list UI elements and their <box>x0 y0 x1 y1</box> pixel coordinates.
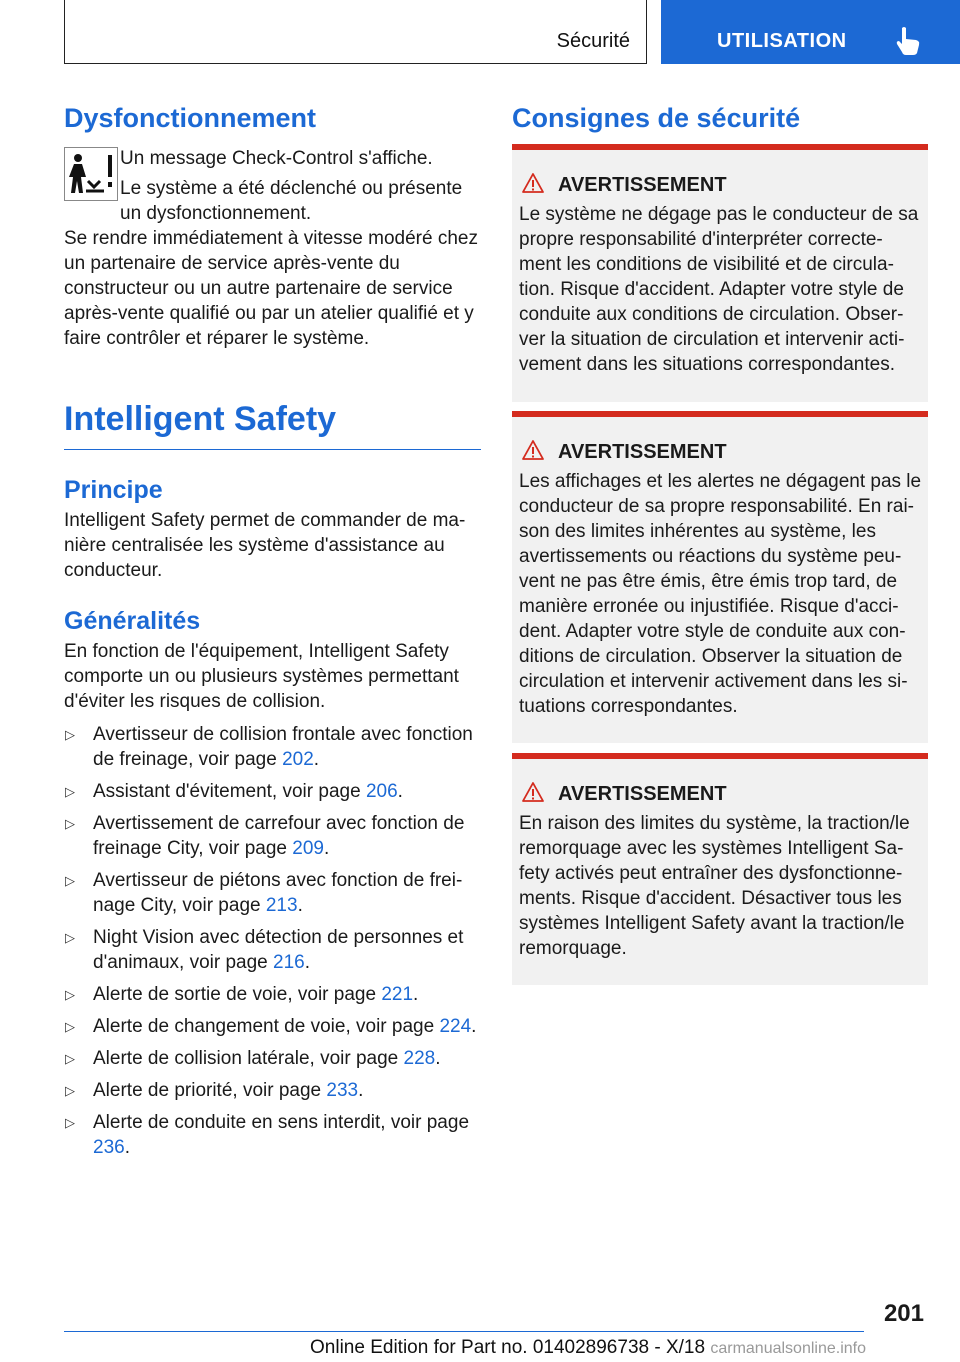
list-item: ▷ Alerte de collision latérale, voir page 228. <box>65 1048 441 1069</box>
heading-consignes: Consignes de sécurité <box>512 103 801 133</box>
list-item: ▷ Assistant d'évitement, voir page 206. <box>65 781 403 802</box>
page-link[interactable]: 224 <box>439 1016 472 1037</box>
list-item: ▷ Alerte de priorité, voir page 233. <box>65 1080 364 1101</box>
triangle-bullet-icon: ▷ <box>65 1083 75 1098</box>
triangle-bullet-icon: ▷ <box>65 1051 75 1066</box>
list-item: ▷ Night Vision avec détection de personnes et d'animaux, voir page 216. <box>65 927 464 973</box>
warning-box <box>512 144 928 402</box>
page-number: 201 <box>883 1300 924 1327</box>
heading-principe: Principe <box>64 476 163 504</box>
list-item: ▷ Alerte de sortie de voie, voir page 221. <box>65 984 419 1005</box>
page-link[interactable]: 216 <box>273 952 305 973</box>
warning-triangle-icon <box>521 439 545 461</box>
heading-generalites: Généralités <box>64 607 201 635</box>
check-control-message: Un message Check-Control s'affiche. <box>120 148 433 169</box>
footer-divider <box>64 1331 864 1332</box>
warning-text: En raison des limites du système, la traction/le remorquage avec les systèmes Intelligent Sa-fety activés peut entraîner des dysfonctionne-ments. Risque d'accident. Désactiver tous les systèmes Intelligent Safety avant la traction/le remorquage. <box>519 813 910 959</box>
page-link[interactable]: 236 <box>93 1137 125 1158</box>
heading-divider <box>64 449 481 450</box>
warning-title: AVERTISSEMENT <box>558 783 727 805</box>
triangle-bullet-icon: ▷ <box>65 930 75 945</box>
triangle-bullet-icon: ▷ <box>65 873 75 888</box>
warning-box <box>512 411 928 743</box>
service-paragraph: Se rendre immédiatement à vitesse modéré chez un partenaire de service après-vente du constructeur ou un autre partenaire de service après-vente qualifié ou par un atelier qualifié et y faire contrôler et réparer le système. <box>64 228 478 349</box>
warning-triangle-icon <box>521 781 545 803</box>
warning-box <box>512 753 928 985</box>
list-item: ▷ Avertissement de carrefour avec fonction de freinage City, voir page 209. <box>65 813 465 859</box>
pedestrian-warning-icon <box>64 147 118 201</box>
watermark-logo: carmanualsonline.info <box>710 1340 866 1357</box>
triangle-bullet-icon: ▷ <box>65 1019 75 1034</box>
page-link[interactable]: 202 <box>282 749 314 770</box>
systems-list <box>64 722 481 1160</box>
list-item: ▷ Avertisseur de collision frontale avec fonction de freinage, voir page 202. <box>65 724 473 770</box>
warning-text: Les affichages et les alertes ne dégagent pas le conducteur de sa propre responsabilité. En rai-son des limites inhérentes au système, les avertissements ou réactions du système peu-vent ne pas être émis, être émis trop tard, de manière erronée ou injustifiée. Risque d'acci-dent. Adapter votre style de conduite aux con-ditions de circulation. Observer la situation de circulation et intervenir activement dans les si-tuations correspondantes. <box>519 471 922 717</box>
list-item: ▷ Alerte de conduite en sens interdit, voir page 236. <box>65 1112 470 1158</box>
heading-intelligent-safety: Intelligent Safety <box>64 400 337 438</box>
online-edition-line: Online Edition for Part no. 01402896738 - X/18 carmanualsonline.info <box>310 1337 866 1358</box>
triangle-bullet-icon: ▷ <box>65 987 75 1002</box>
triangle-bullet-icon: ▷ <box>65 816 75 831</box>
list-item: ▷ Avertisseur de piétons avec fonction de frei-nage City, voir page 213. <box>65 870 463 916</box>
warning-title: AVERTISSEMENT <box>558 441 727 463</box>
generalites-paragraph: En fonction de l'équipement, Intelligent Safety comporte un ou plusieurs systèmes permettant d'éviter les risques de collision. <box>64 641 459 712</box>
header-chapter-tab[interactable] <box>661 0 960 64</box>
page-link[interactable]: 233 <box>326 1080 359 1101</box>
heading-dysfonctionnement: Dysfonctionnement <box>64 103 317 133</box>
page-link[interactable]: 228 <box>403 1048 436 1069</box>
page-link[interactable]: 213 <box>265 895 298 916</box>
header-section-box <box>64 0 647 64</box>
principe-paragraph: Intelligent Safety permet de commander de ma-nière centralisée les système d'assistance au conducteur. <box>64 510 466 581</box>
page-link[interactable]: 221 <box>381 984 414 1005</box>
pointing-hand-icon <box>895 26 921 56</box>
left-column <box>64 100 481 1167</box>
chapter-title: UTILISATION <box>717 30 847 52</box>
triangle-bullet-icon: ▷ <box>65 784 75 799</box>
list-item: ▷ Alerte de changement de voie, voir page 224. <box>65 1016 477 1037</box>
warning-triangle-icon <box>521 172 545 194</box>
triangle-bullet-icon: ▷ <box>65 727 75 742</box>
malfunction-message: Le système a été déclenché ou présente un dysfonctionnement. <box>120 178 463 224</box>
page-link[interactable]: 206 <box>365 781 398 802</box>
warning-title: AVERTISSEMENT <box>558 174 727 196</box>
triangle-bullet-icon: ▷ <box>65 1115 75 1130</box>
section-title: Sécurité <box>556 30 630 52</box>
warning-text: Le système ne dégage pas le conducteur de sa propre responsabilité d'interpréter correcte-ment les conditions de visibilité et de circula-tion. Risque d'accident. Adapter votre style de conduite aux conditions de circulation. Obser-ver la situation de circulation et intervenir acti-vement dans les situations correspondantes. <box>519 204 919 375</box>
page-link[interactable]: 209 <box>292 838 324 859</box>
